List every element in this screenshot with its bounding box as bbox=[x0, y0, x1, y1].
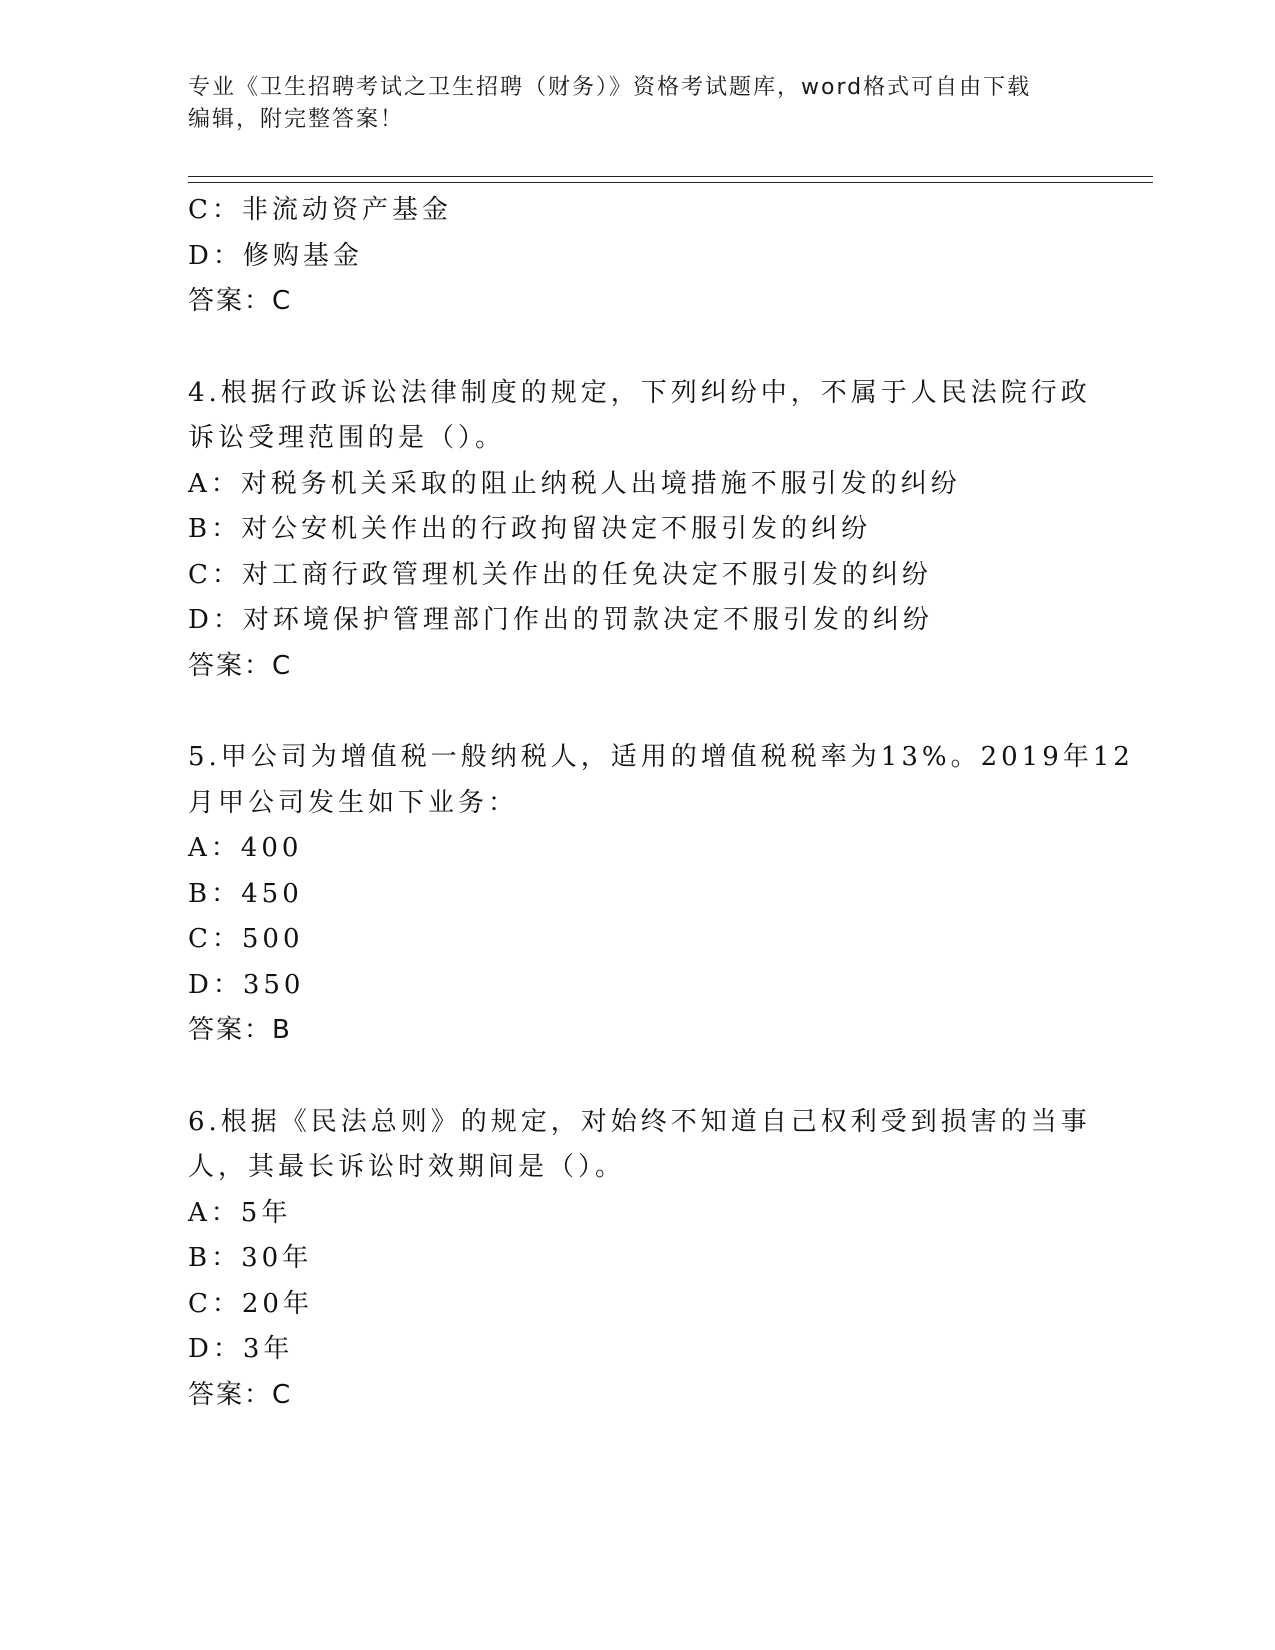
option-d: D：修购基金 bbox=[188, 240, 363, 271]
question-stem-line-2: 诉讼受理范围的是（）。 bbox=[188, 423, 506, 453]
option-b: B：450 bbox=[188, 878, 303, 909]
question-3-continued bbox=[188, 188, 1088, 325]
question-stem-line-1: 4.根据行政诉讼法律制度的规定，下列纠纷中，不属于人民法院行政 bbox=[188, 377, 1091, 408]
answer-line: 答案：C bbox=[188, 286, 293, 316]
option-a: A：400 bbox=[188, 833, 303, 863]
header-title-line-2: 编辑，附完整答案！ bbox=[188, 107, 405, 132]
question-stem-line-2: 人，其最长诉讼时效期间是（）。 bbox=[188, 1152, 626, 1182]
option-c: C：500 bbox=[188, 924, 304, 954]
answer-line: 答案：C bbox=[188, 1379, 293, 1410]
question-4 bbox=[188, 371, 1091, 690]
spacer bbox=[188, 689, 1088, 735]
question-stem-line-2: 月甲公司发生如下业务： bbox=[188, 787, 519, 818]
option-a: A：5年 bbox=[188, 1197, 292, 1228]
question-6 bbox=[188, 1100, 1091, 1419]
question-stem-line-1: 6.根据《民法总则》的规定，对始终不知道自己权利受到损害的当事 bbox=[188, 1106, 1091, 1137]
answer-line: 答案：B bbox=[188, 1015, 292, 1045]
question-stem-line-1: 5.甲公司为增值税一般纳税人，适用的增值税税率为13%。2019年12 bbox=[188, 742, 1134, 772]
header-divider-bottom bbox=[188, 182, 1153, 183]
header-title-line-1: 专业《卫生招聘考试之卫生招聘（财务）》资格考试题库，word格式可自由下载 bbox=[188, 75, 1032, 100]
option-b: B：对公安机关作出的行政拘留决定不服引发的纠纷 bbox=[188, 514, 872, 544]
option-d: D：350 bbox=[188, 969, 305, 1000]
question-list bbox=[188, 188, 1134, 1418]
header-divider-top bbox=[188, 176, 1153, 177]
option-c: C：对工商行政管理机关作出的任免决定不服引发的纠纷 bbox=[188, 559, 932, 590]
option-d: D：3年 bbox=[188, 1334, 294, 1364]
option-a: A：对税务机关采取的阻止纳税人出境措施不服引发的纠纷 bbox=[188, 468, 961, 499]
option-b: B：30年 bbox=[188, 1243, 313, 1273]
option-c: C：非流动资产基金 bbox=[188, 195, 452, 225]
option-d: D：对环境保护管理部门作出的罚款决定不服引发的纠纷 bbox=[188, 605, 933, 635]
option-c: C：20年 bbox=[188, 1288, 313, 1319]
answer-line: 答案：C bbox=[188, 650, 293, 681]
question-5 bbox=[188, 735, 1134, 1054]
spacer bbox=[188, 325, 1088, 371]
document-header bbox=[188, 72, 1088, 136]
spacer bbox=[188, 1054, 1088, 1100]
